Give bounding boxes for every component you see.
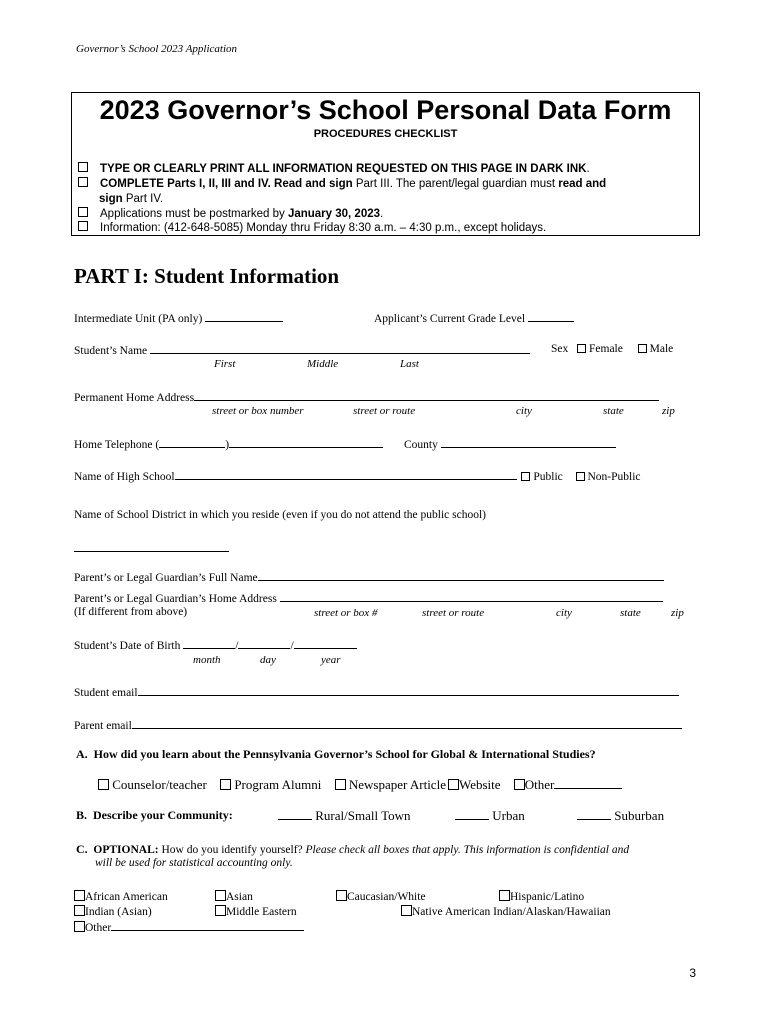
name-row xyxy=(74,343,530,357)
page-number: 3 xyxy=(689,966,696,980)
address-field[interactable] xyxy=(194,390,659,401)
guardian-name-field[interactable] xyxy=(258,570,664,581)
question-c-note: will be used for statistical accounting only. xyxy=(95,857,293,869)
iu-row xyxy=(74,311,283,325)
district-field[interactable] xyxy=(74,541,229,552)
checkbox-icon xyxy=(78,207,88,217)
checklist-item-1: TYPE OR CLEARLY PRINT ALL INFORMATION REQUESTED ON THIS PAGE IN DARK INK. xyxy=(78,162,590,177)
phone-row: Home Telephone ( ) xyxy=(74,437,383,451)
county-field[interactable] xyxy=(441,437,616,448)
address-row xyxy=(74,390,659,404)
iu-field[interactable] xyxy=(205,311,283,322)
district-label: Name of School District in which you reside (even if you do not attend the public school) xyxy=(74,509,486,521)
hs-label: Name of High School xyxy=(74,471,175,483)
other-ethnicity-field[interactable] xyxy=(111,920,304,931)
guardian-diff-note: (If different from above) xyxy=(74,606,188,618)
public-label: Public xyxy=(533,471,563,483)
ethnicity-asian: Asian xyxy=(215,890,253,903)
alumni-checkbox[interactable] xyxy=(220,779,231,790)
checkbox-icon xyxy=(78,162,88,172)
part-title: PART I: Student Information xyxy=(74,264,340,288)
nonpublic-checkbox[interactable] xyxy=(576,472,585,481)
website-checkbox[interactable] xyxy=(448,779,459,790)
parent-email-label: Parent email xyxy=(74,720,132,732)
middle-eastern-checkbox[interactable] xyxy=(215,905,226,916)
checklist-item-2: COMPLETE Parts I, II, III and IV. Read and sign Part III. The parent/legal guardian must read and xyxy=(78,177,606,192)
g-route-caption: street or route xyxy=(422,607,485,619)
student-email-field[interactable] xyxy=(138,685,679,696)
ethnicity-indian-asian: Indian (Asian) xyxy=(74,905,152,918)
procedures-box xyxy=(71,92,700,236)
g-state-caption: state xyxy=(620,607,641,619)
question-a-options: Counselor/teacher Program Alumni Newspaper Article Website Other xyxy=(98,777,622,793)
suburban-option: Suburban xyxy=(577,808,664,824)
checkbox-icon xyxy=(78,177,88,187)
question-a-text: How did you learn about the Pennsylvania Governor’s School for Global & International Studies? xyxy=(93,747,596,761)
question-a: A. How did you learn about the Pennsylvania Governor’s School for Global & International Studies? xyxy=(76,747,596,761)
iu-label: Intermediate Unit (PA only) xyxy=(74,313,203,325)
addr-zip-caption: zip xyxy=(662,405,675,417)
g-zip-caption: zip xyxy=(671,607,684,619)
county-row xyxy=(404,437,616,451)
male-checkbox[interactable] xyxy=(638,344,647,353)
other-source-field[interactable] xyxy=(554,778,622,789)
question-c: C. OPTIONAL: How do you identify yourself? Please check all boxes that apply. This information is confidential and xyxy=(76,842,630,856)
ethnicity-middle-eastern: Middle Eastern xyxy=(215,905,297,918)
african-american-checkbox[interactable] xyxy=(74,890,85,901)
urban-field[interactable] xyxy=(455,809,489,820)
guardian-address-row xyxy=(74,591,663,605)
female-checkbox[interactable] xyxy=(577,344,586,353)
dob-month-field[interactable] xyxy=(183,638,235,649)
address-label: Permanent Home Address xyxy=(74,392,195,404)
dob-row: Student’s Date of Birth / / xyxy=(74,638,357,652)
guardian-address-field[interactable] xyxy=(280,591,663,602)
grade-field[interactable] xyxy=(528,311,574,322)
counselor-checkbox[interactable] xyxy=(98,779,109,790)
high-school-field[interactable] xyxy=(175,469,517,480)
guardian-address-label: Parent’s or Legal Guardian’s Home Address xyxy=(74,593,277,605)
public-checkbox[interactable] xyxy=(521,472,530,481)
grade-row xyxy=(374,311,574,325)
running-header: Governor’s School 2023 Application xyxy=(76,43,238,55)
ethnicity-african-american: African American xyxy=(74,890,168,903)
female-label: Female xyxy=(589,343,623,355)
name-last-caption: Last xyxy=(400,358,419,370)
sex-row xyxy=(551,343,673,355)
dob-year-field[interactable] xyxy=(294,638,357,649)
student-name-field[interactable] xyxy=(150,343,530,354)
addr-route-caption: street or route xyxy=(353,405,416,417)
ethnicity-caucasian: Caucasian/White xyxy=(336,890,426,903)
name-first-caption: First xyxy=(214,358,236,370)
question-b-text: Describe your Community: xyxy=(93,808,233,822)
checklist-item-3: Applications must be postmarked by January 30, 2023. xyxy=(78,207,383,222)
student-email-label: Student email xyxy=(74,687,138,699)
name-middle-caption: Middle xyxy=(307,358,339,370)
dob-day-field[interactable] xyxy=(238,638,290,649)
question-b: B. Describe your Community: xyxy=(76,808,233,822)
addr-street-caption: street or box number xyxy=(212,405,304,417)
parent-email-row xyxy=(74,718,682,732)
native-american-checkbox[interactable] xyxy=(401,905,412,916)
dob-month-caption: month xyxy=(193,654,221,666)
form-title: 2023 Governor’s School Personal Data Form xyxy=(99,95,672,125)
rural-field[interactable] xyxy=(278,809,312,820)
checklist-heading: PROCEDURES CHECKLIST xyxy=(313,128,458,140)
other-ethnicity-checkbox[interactable] xyxy=(74,921,85,932)
hispanic-checkbox[interactable] xyxy=(499,890,510,901)
urban-option: Urban xyxy=(455,808,525,824)
grade-label: Applicant’s Current Grade Level xyxy=(374,313,526,325)
area-code-field[interactable] xyxy=(159,437,225,448)
other-source-checkbox[interactable] xyxy=(514,779,525,790)
dob-day-caption: day xyxy=(260,654,276,666)
ethnicity-native-american: Native American Indian/Alaskan/Hawaiian xyxy=(401,905,611,918)
asian-checkbox[interactable] xyxy=(215,890,226,901)
rural-option: Rural/Small Town xyxy=(278,808,411,824)
phone-label: Home Telephone ( xyxy=(74,439,160,451)
county-label: County xyxy=(404,439,438,451)
indian-asian-checkbox[interactable] xyxy=(74,905,85,916)
guardian-name-label: Parent’s or Legal Guardian’s Full Name xyxy=(74,572,258,584)
phone-field[interactable] xyxy=(229,437,383,448)
addr-state-caption: state xyxy=(603,405,624,417)
checklist-item-2-cont: sign Part IV. xyxy=(99,193,164,205)
student-email-row xyxy=(74,685,679,699)
dob-year-caption: year xyxy=(321,654,341,666)
newspaper-checkbox[interactable] xyxy=(335,779,346,790)
checklist-item-4: Information: (412-648-5085) Monday thru Friday 8:30 a.m. – 4:30 p.m., except holidays. xyxy=(78,221,546,236)
guardian-name-row xyxy=(74,570,664,584)
sex-label: Sex xyxy=(551,343,569,355)
ethnicity-other: Other xyxy=(74,920,304,934)
checkbox-icon xyxy=(78,221,88,231)
high-school-row xyxy=(74,469,641,483)
dob-label: Student’s Date of Birth xyxy=(74,640,181,652)
male-label: Male xyxy=(649,343,674,355)
nonpublic-label: Non-Public xyxy=(587,471,641,483)
g-city-caption: city xyxy=(556,607,572,619)
parent-email-field[interactable] xyxy=(132,718,682,729)
caucasian-checkbox[interactable] xyxy=(336,890,347,901)
name-label: Student’s Name xyxy=(74,345,148,357)
suburban-field[interactable] xyxy=(577,809,611,820)
g-street-caption: street or box # xyxy=(314,607,378,619)
addr-city-caption: city xyxy=(516,405,532,417)
ethnicity-hispanic: Hispanic/Latino xyxy=(499,890,584,903)
